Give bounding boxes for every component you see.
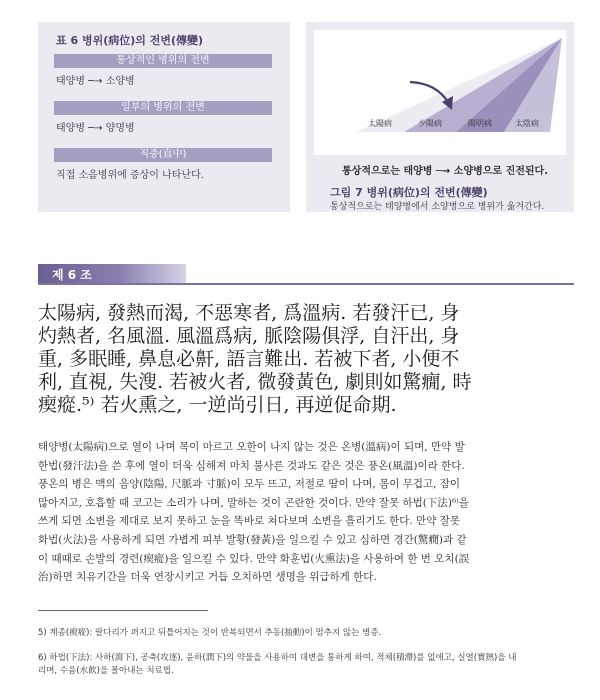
group-header-usual: 통상적인 병위의 전변 (54, 54, 272, 68)
translation-line: 쓰게 되면 소변을 제대로 보지 못하고 눈을 똑바로 쳐다보며 소변을 흘리기도 한다. 만약 잘못 (38, 515, 461, 528)
translation-line: 화법(火法)을 사용하게 되면 가볍게 피부 발황(發黃)을 일으킬 수 있고 심하면 경간(驚癇)과 같 (38, 533, 467, 546)
figure-diagram (314, 30, 566, 155)
translation-line: 태양병(太陽病)으로 열이 나며 목이 마르고 오한이 나지 않는 것은 온병(溫病)이 되며, 만약 발 (38, 441, 465, 453)
section-header (38, 264, 574, 284)
group-header-partial: 일부의 병위의 전변 (54, 101, 272, 115)
classical-line: 利, 直視, 失溲. 若被火者, 微發黃色, 劇則如驚癇, 時 (38, 371, 472, 393)
classical-line: 重, 多眠睡, 鼻息必鼾, 語言難出. 若被下者, 小便不 (38, 348, 460, 370)
translation-line: 많아지고, 호흡할 때 코고는 소리가 나며, 말하는 것이 곤란한 것이다. 만약 잘못 하법(下法)⁶⁾을 (38, 496, 469, 509)
translation-line: 이 때때로 손발의 경련(瘈瘲)을 일으킬 수 있다. 만약 화훈법(火熏法)을 사용하여 한 번 오치(誤 (38, 552, 470, 565)
footnote-rule (38, 610, 208, 611)
classical-line: 灼熱者, 名風溫. 風溫爲病, 脈陰陽俱浮, 自汗出, 身 (38, 325, 460, 347)
footnote-6: 6) 하법(下法): 사하(瀉下), 공축(攻逐), 윤하(潤下)의 약물을 사용하여 대변을 통하게 하여, 적체(積滯)를 없애고, 실열(實熱)을 내 (38, 653, 517, 663)
translation-line: 治)하면 치유기간을 더욱 연장시키고 거듭 오치하면 생명을 위급하게 한다. (38, 571, 377, 584)
table-title: 표 6 병위(病位)의 전변(傳變) (56, 34, 204, 47)
classical-line: 太陽病, 發熱而渴, 不惡寒者, 爲溫病. 若發汗已, 身 (38, 302, 460, 324)
figure-caption: 통상적으로는 태양병 ─→ 소양병으로 진전된다. (342, 166, 549, 177)
group-header-direct: 직중(直中) (54, 148, 272, 162)
group-text-partial: 태양병 ─→ 양명병 (56, 123, 135, 134)
translation-text (38, 438, 570, 587)
figure-7-box (306, 22, 574, 212)
classical-text (38, 302, 570, 417)
group-text-usual: 태양병 ─→ 소양병 (56, 76, 135, 87)
label-taiyang: 太陽病 (368, 119, 392, 128)
table-6-box (38, 22, 290, 212)
footnote-6-cont: 리며, 수음(水飮)을 몰아내는 치료법. (38, 666, 174, 676)
figure-description: 통상적으로는 태양병에서 소양병으로 병위가 옮겨간다. (330, 202, 545, 212)
fan-diagram (314, 30, 566, 155)
section-rule (38, 283, 574, 285)
label-shaoyang: 少陽病 (418, 119, 442, 128)
section-label: 제 6 조 (52, 268, 92, 282)
classical-line: 瘈瘲.⁵⁾ 若火熏之, 一逆尚引日, 再逆促命期. (38, 394, 397, 416)
group-text-direct: 직접 소음병위에 증상이 나타난다. (56, 170, 204, 181)
translation-line: 풍온의 병은 맥의 음양(陰陽, 尺脈과 寸脈)이 모두 뜨고, 저절로 땀이 나며, 몸이 무겁고, 잠이 (38, 478, 461, 491)
footnote-5: 5) 계종(瘈瘲): 팔다리가 펴지고 뒤틀어지는 것이 반복되면서 추동(抽動)이 멈추지 않는 병증. (38, 628, 382, 638)
figure-title: 그림 7 병위(病位)의 전변(傳變) (330, 186, 488, 199)
translation-line: 한법(發汗法)을 쓴 후에 열이 더욱 심해져 마치 불사른 것과도 같은 것은 풍온(風溫)이라 한다. (38, 459, 465, 472)
label-yangming: 陽明病 (468, 119, 492, 128)
label-taiyin: 太陰病 (515, 119, 539, 128)
section-tag (38, 264, 186, 284)
